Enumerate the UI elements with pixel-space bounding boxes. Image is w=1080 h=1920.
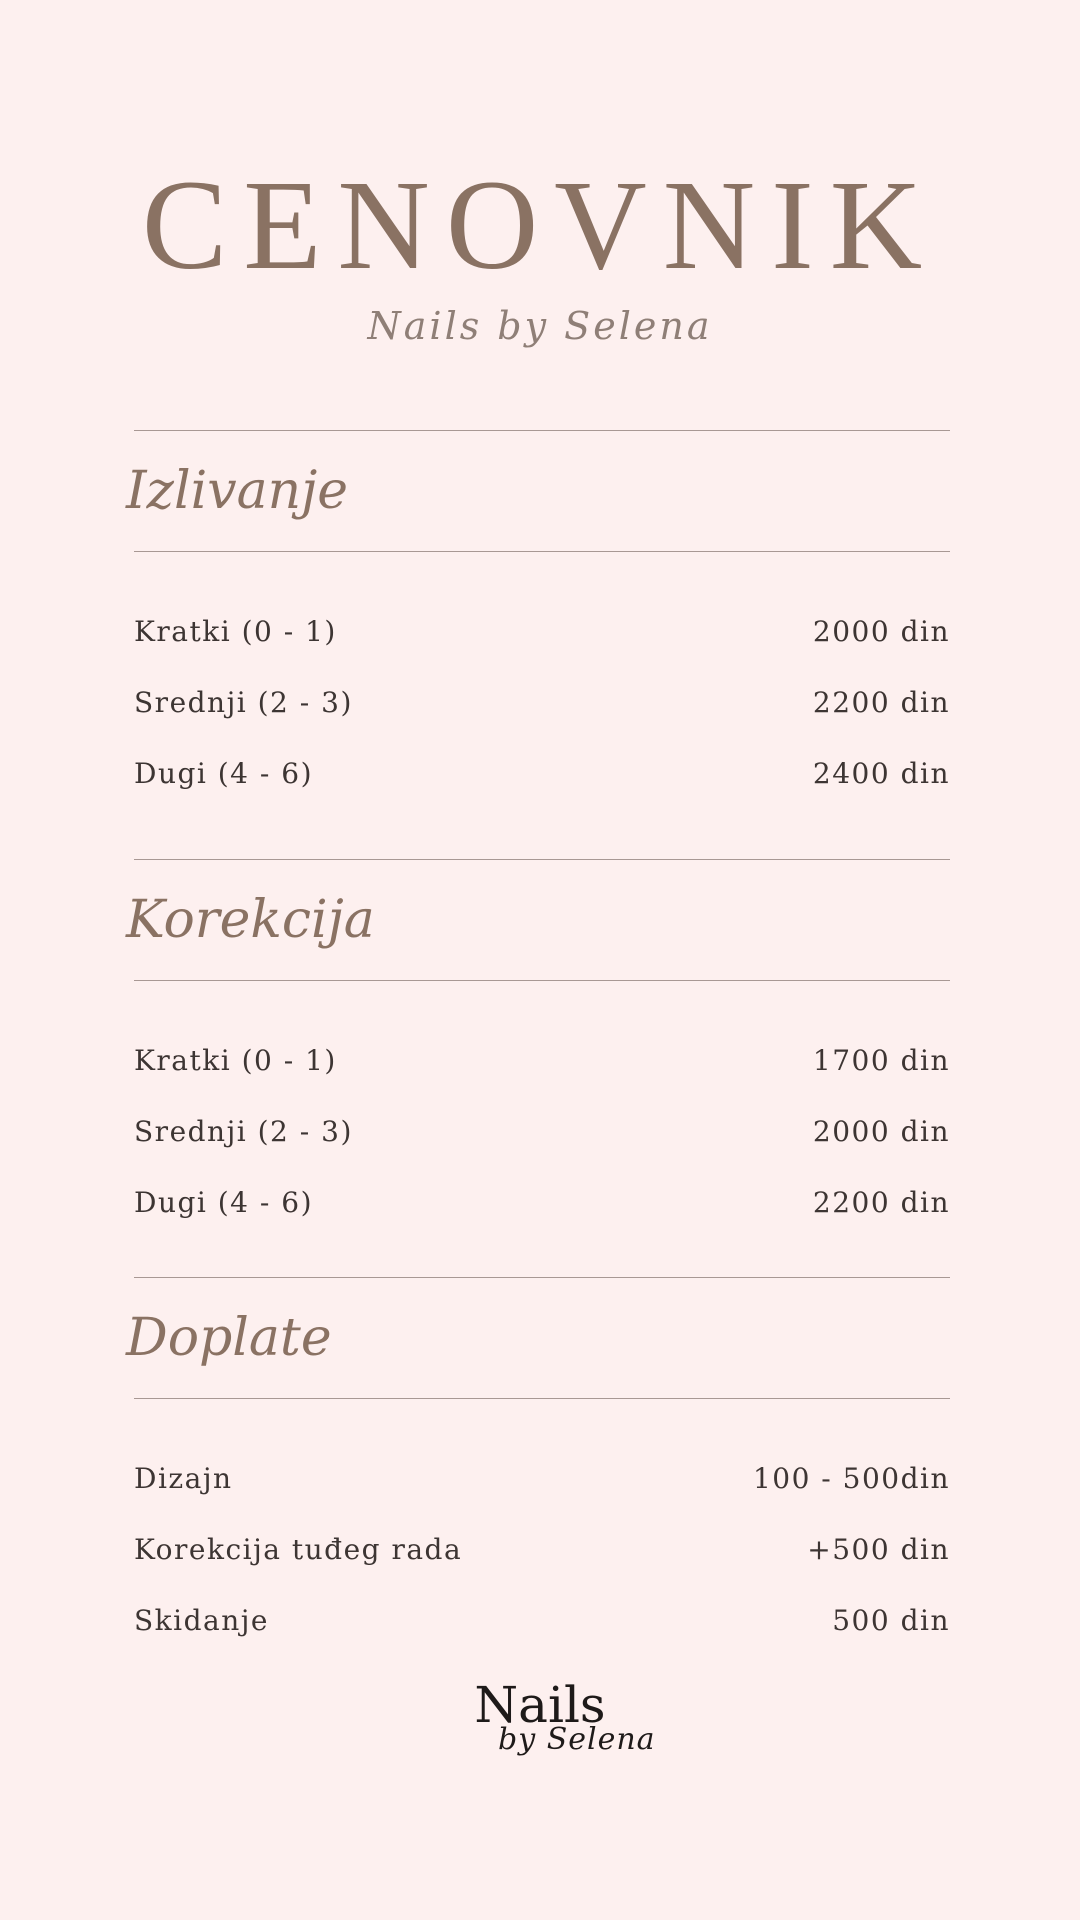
- service-name: Dizajn: [134, 1462, 233, 1495]
- logo-main-text: Nails: [474, 1676, 606, 1734]
- service-price: 2200 din: [812, 1186, 950, 1219]
- service-name: Srednji (2 - 3): [134, 1115, 353, 1148]
- logo-sub-text: by Selena: [498, 1722, 656, 1757]
- price-row: [134, 1025, 950, 1096]
- price-row: [134, 596, 950, 667]
- service-price: 1700 din: [812, 1044, 950, 1077]
- section-title: Korekcija: [126, 890, 375, 950]
- section-izlivanje: [126, 430, 950, 809]
- page-subtitle: Nails by Selena: [367, 304, 713, 348]
- service-name: Kratki (0 - 1): [134, 1044, 337, 1077]
- service-name: Skidanje: [134, 1604, 270, 1637]
- price-row: [134, 1443, 950, 1514]
- service-price: 500 din: [832, 1604, 950, 1637]
- price-items: [134, 1399, 950, 1656]
- price-row: [134, 738, 950, 809]
- price-items: [134, 552, 950, 809]
- service-price: 100 - 500din: [752, 1462, 950, 1495]
- service-name: Korekcija tuđeg rada: [134, 1533, 463, 1566]
- section-title: Doplate: [126, 1308, 332, 1368]
- price-row: [134, 667, 950, 738]
- price-row: [134, 1167, 950, 1238]
- page-title: CENOVNIK: [141, 154, 939, 296]
- service-name: Kratki (0 - 1): [134, 615, 337, 648]
- brand-logo: [0, 1675, 1080, 1785]
- service-price: +500 din: [807, 1533, 950, 1566]
- service-price: 2200 din: [812, 686, 950, 719]
- price-items: [134, 981, 950, 1238]
- service-price: 2000 din: [812, 1115, 950, 1148]
- price-row: [134, 1585, 950, 1656]
- price-row: [134, 1096, 950, 1167]
- section-doplate: [126, 1277, 950, 1656]
- service-name: Dugi (4 - 6): [134, 757, 313, 790]
- section-title: Izlivanje: [126, 461, 348, 521]
- service-price: 2400 din: [812, 757, 950, 790]
- price-row: [134, 1514, 950, 1585]
- service-price: 2000 din: [812, 615, 950, 648]
- service-name: Srednji (2 - 3): [134, 686, 353, 719]
- service-name: Dugi (4 - 6): [134, 1186, 313, 1219]
- section-korekcija: [126, 859, 950, 1238]
